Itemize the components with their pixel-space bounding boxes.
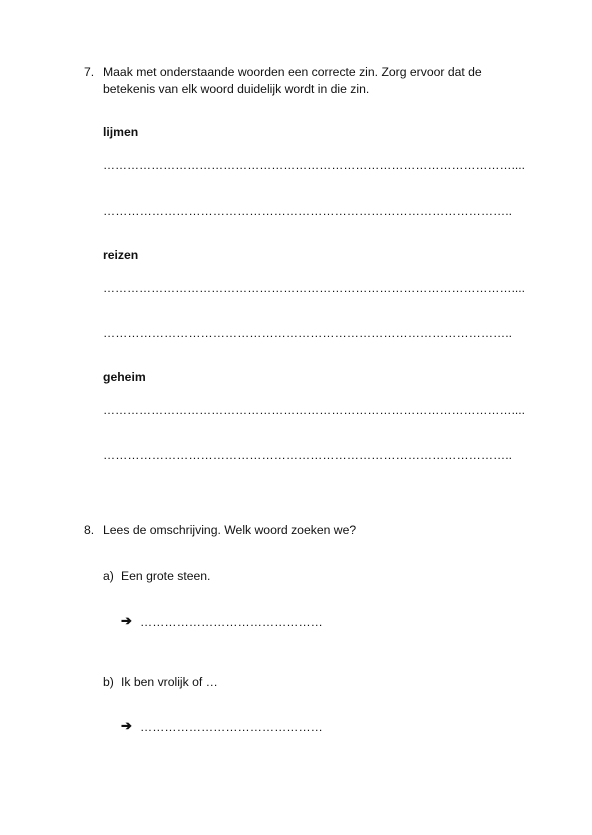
word-lijmen: lijmen <box>103 125 139 139</box>
arrow-right-icon: ➔ <box>121 613 132 628</box>
question-7-number: 7. <box>84 65 95 79</box>
item-a-label: a) <box>103 569 114 583</box>
item-b-label: b) <box>103 675 114 689</box>
answer-line-geheim-1: ………………………………………………………………………………………….... <box>103 403 525 417</box>
answer-line-geheim-2: ……………………………………………………………………………………….. <box>103 448 512 462</box>
item-b-text: Ik ben vrolijk of … <box>121 675 218 689</box>
answer-line-reizen-1: ………………………………………………………………………………………….... <box>103 281 525 295</box>
arrow-right-icon: ➔ <box>121 718 132 733</box>
item-a-text: Een grote steen. <box>121 569 211 583</box>
question-8-instruction: Lees de omschrijving. Welk woord zoeken we? <box>103 523 357 537</box>
question-7-instruction-line2: betekenis van elk woord duidelijk wordt in die zin. <box>103 82 370 96</box>
answer-line-reizen-2: ……………………………………………………………………………………….. <box>103 326 512 340</box>
item-b-answer-line: ……………………………………… <box>140 720 323 734</box>
answer-line-lijmen-1: ………………………………………………………………………………………….... <box>103 158 525 172</box>
question-7-instruction-line1: Maak met onderstaande woorden een correcte zin. Zorg ervoor dat de <box>103 65 482 79</box>
answer-line-lijmen-2: ……………………………………………………………………………………….. <box>103 204 512 218</box>
question-8-number: 8. <box>84 523 95 537</box>
word-reizen: reizen <box>103 248 139 262</box>
item-a-answer-line: ……………………………………… <box>140 615 323 629</box>
word-geheim: geheim <box>103 370 146 384</box>
